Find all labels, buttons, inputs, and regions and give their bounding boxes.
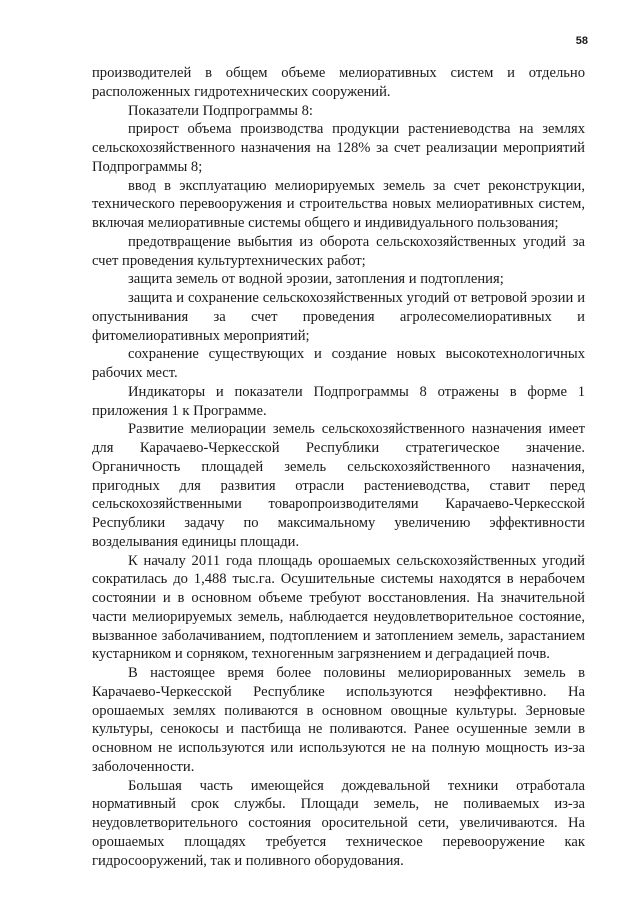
paragraph-indicator-commissioning: ввод в эксплуатацию мелиорируемых земель за счет реконструкции, технического перевооружения и строительства новых мелиоративных систем, включая мелиоративные системы общего и индивидуального пользования; <box>92 177 585 231</box>
paragraph-indicator-retirement-prevention: предотвращение выбытия из оборота сельскохозяйственных угодий за счет проведения культуртехнических работ; <box>92 233 585 269</box>
paragraph-indicator-jobs: сохранение существующих и создание новых высокотехнологичных рабочих мест. <box>92 346 585 381</box>
paragraph-current-state: В настоящее время более половины мелиорированных земель в Карачаево-Черкесской Республике используются неэффективно. На орошаемых землях поливаются в основном овощные культуры. Зерновые культуры, сенокосы и пастбища не поливаются. Ранее осушенные земли в основном не используются или используются не на полную мощность из-за заболоченности. <box>92 665 585 775</box>
paragraph-indicator-water-erosion: защита земель от водной эрозии, затопления и подтопления; <box>128 271 504 288</box>
page-number: 58 <box>575 35 588 47</box>
paragraph-indicator-wind-erosion: защита и сохранение сельскохозяйственных угодий от ветровой эрозии и опустынивания за счет проведения агролесомелиоративных и фитомелиоративных мероприятий; <box>92 290 585 344</box>
paragraph-indicators-heading: Показатели Подпрограммы 8: <box>128 102 313 119</box>
paragraph-irrigated-land-2011: К началу 2011 года площадь орошаемых сельскохозяйственных угодий сократилась до 1,488 тыс.га. Осушительные системы находятся в нерабочем состоянии и в основном объеме требуют восстановления. На значительной части мелиорируемых земель, наблюдается неудовлетворительное состояние, вызванное заболачиванием, подтоплением и затоплением земель, зарастанием кустарником и сорняком, техногенным загрязнением и деградацией почв. <box>92 552 585 663</box>
paragraph-indicator-production: прирост объема производства продукции растениеводства на землях сельскохозяйственного назначения на 128% за счет реализации мероприятий Подпрограммы 8; <box>92 121 585 175</box>
document-body <box>92 64 585 870</box>
paragraph-indicators-reference: Индикаторы и показатели Подпрограммы 8 отражены в форме 1 приложения 1 к Программе. <box>92 383 585 419</box>
paragraph-development: Развитие мелиорации земель сельскохозяйственного назначения имеет для Карачаево-Черкесской Республики стратегическое значение. Органичность площадей земель сельскохозяйственного назначения, пригодных для развития отрасли растениеводства, ставит перед сельскохозяйственными товаропроизводителями Карачаево-Черкесской Республики задачу по максимальному увеличению эффективности возделывания единицы площади. <box>92 421 585 550</box>
paragraph-continuation: производителей в общем объеме мелиоративных систем и отдельно расположенных гидротехнических сооружений. <box>92 65 585 100</box>
paragraph-equipment: Большая часть имеющейся дождевальной техники отработала нормативный срок службы. Площади земель, не поливаемых из-за неудовлетворительного состояния оросительной сети, увеличиваются. На орошаемых площадях требуется техническое перевооружение как гидросооружений, так и поливного оборудования. <box>92 777 585 869</box>
